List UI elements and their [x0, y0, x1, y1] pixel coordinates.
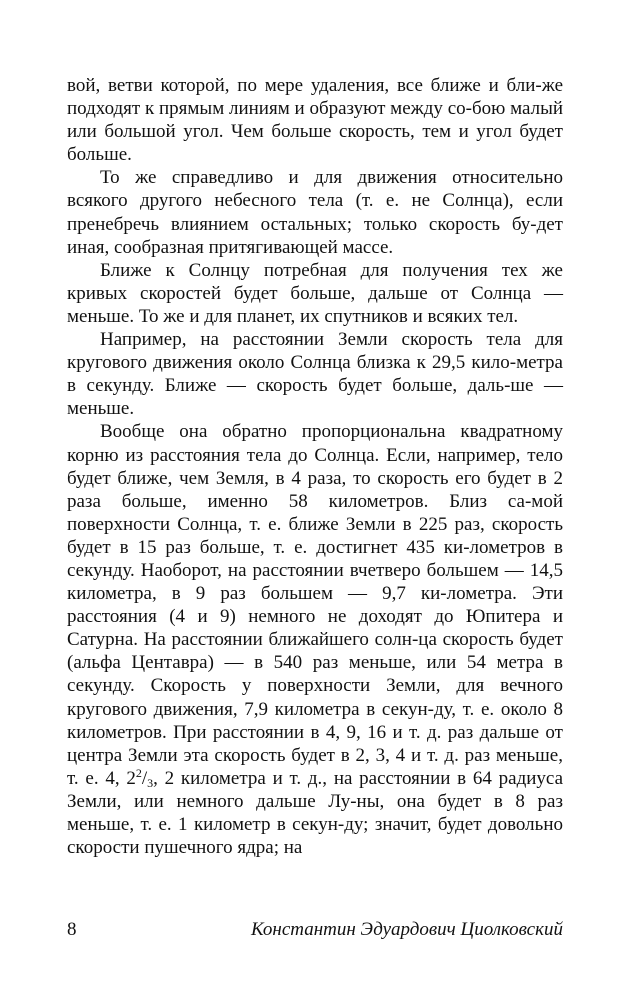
- fraction-whole: 2: [126, 767, 136, 789]
- fraction-two-and-two-thirds: [126, 765, 154, 790]
- paragraph-1: вой, ветви которой, по мере удаления, все ближе и бли-же подходят к прямым линиям и образуют между со-бою малый или большой угол. Чем больше скорость, тем и угол будет больше.: [67, 75, 563, 166]
- paragraph-2: То же справедливо и для движения относительно всякого другого небесного тела (т. е. не Солнца), если пренебречь влиянием остальных; только скорость бу-дет иная, сообразная притягивающей массе.: [67, 167, 563, 258]
- paragraph-5-text-before: Вообще она обратно пропорциональна квадратному корню из расстояния тела до Солнца. Если, например, тело будет ближе, чем Земля, в 4 раза, то скорость его будет в 2 раза больше, именно 58 километров. Близ са-мой поверхности Солнца, т. е. ближе Земли в 225 раз, скорость будет в 15 раз больше, т. е. достигнет 435 ки-лометров в секунду. Наоборот, на расстоянии вчетверо большем — 14,5 километра, в 9 раз большем — 9,7 ки-лометра. Эти расстояния (4 и 9) немного не доходят до Юпитера и Сатурна. На расстоянии ближайшего солн-ца скорость будет (альфа Центавра) — в 540 раз меньше, или 54 метра в секунду. Скорость у поверхности Земли, для вечного кругового движения, 7,9 километра в секун-ду, т. е. около 8 километров. При расстоянии в 4, 9, 16 и т. д. раз дальше от центра Земли эта скорость будет в 2, 3, 4 и т. д. раз меньше, т. е. 4,: [67, 421, 563, 789]
- body-text: [67, 74, 563, 859]
- fraction-numerator: 2: [135, 765, 142, 780]
- page-number: 8: [67, 919, 77, 940]
- fraction-slash: /: [141, 767, 148, 789]
- paragraph-4: Например, на расстоянии Земли скорость тела для кругового движения около Солнца близка к 29,5 кило-метра в секунду. Ближе — скорость будет больше, даль-ше — меньше.: [67, 329, 563, 420]
- paragraph-3: Ближе к Солнцу потребная для получения тех же кривых скоростей будет больше, дальше от Солнца — меньше. То же и для планет, их спутников и всяких тел.: [67, 259, 563, 327]
- running-author: Константин Эдуардович Циолковский: [251, 919, 563, 940]
- paragraph-5-text-after: , 2 километра и т. д., на расстоянии в 64 радиуса Земли, или немного дальше Лу-ны, она будет в 8 раз меньше, т. е. 1 километр в секун-ду; значит, будет довольно скорости пушечного ядра; на: [67, 767, 564, 859]
- paragraph-5: [67, 420, 563, 859]
- page-footer: [67, 919, 563, 945]
- fraction-denominator: 3: [147, 775, 154, 790]
